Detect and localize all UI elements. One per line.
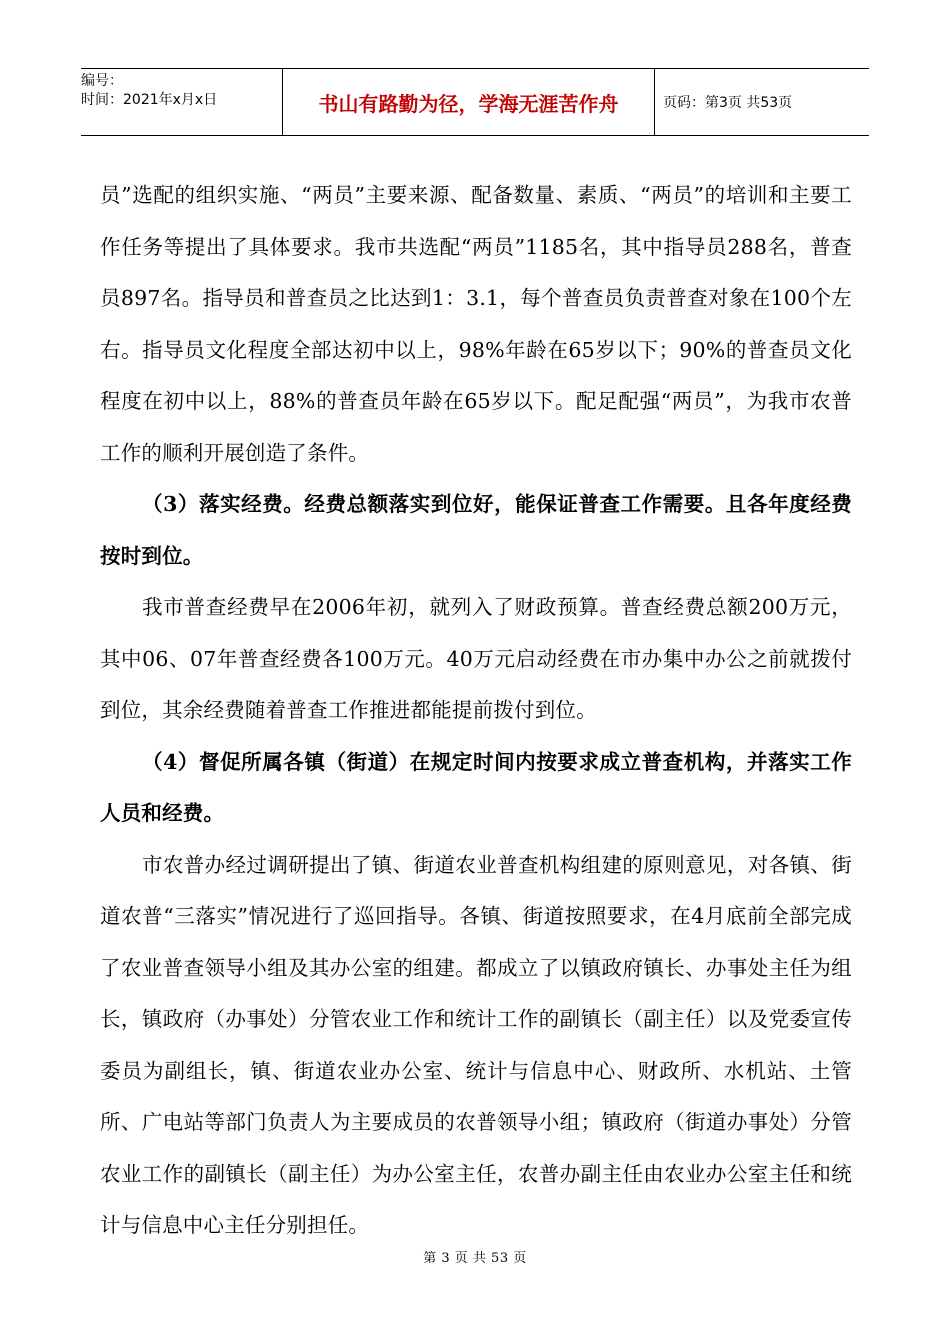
- header-meta-cell: [81, 69, 283, 135]
- document-number-label: 编号：: [81, 73, 123, 89]
- document-header: [81, 68, 869, 136]
- header-page-info: 页码：第3页 共53页: [663, 95, 793, 111]
- page-footer: 第 3 页 共 53 页: [423, 1251, 527, 1266]
- section-heading-funding: （3）落实经费。经费总额落实到位好，能保证普查工作需要。且各年度经费按时到位。: [100, 492, 852, 568]
- document-time-label: 时间：2021年x月x日: [81, 92, 218, 108]
- paragraph-town-agencies: 市农普办经过调研提出了镇、街道农业普查机构组建的原则意见，对各镇、街道农普“三落实”情况进行了巡回指导。各镇、街道按照要求，在4月底前全部完成了农业普查领导小组及其办公室的组建。都成立了以镇政府镇长、办事处主任为组长，镇政府（办事处）分管农业工作和统计工作的副镇长（副主任）以及党委宣传委员为副组长，镇、街道农业办公室、统计与信息中心、财政所、水机站、土管所、广电站等部门负责人为主要成员的农普领导小组；镇政府（街道办事处）分管农业工作的副镇长（副主任）为办公室主任，农普办副主任由农业办公室主任和统计与信息中心主任分别担任。: [100, 852, 852, 1237]
- section-heading-town-agencies: （4）督促所属各镇（街道）在规定时间内按要求成立普查机构，并落实工作人员和经费。: [100, 749, 852, 825]
- paragraph-two-staff: 员”选配的组织实施、“两员”主要来源、配备数量、素质、“两员”的培训和主要工作任务等提出了具体要求。我市共选配“两员”1185名，其中指导员288名，普查员897名。指导员和普查员之比达到1：3.1，每个普查员负责普查对象在100个左右。指导员文化程度全部达初中以上，98%年龄在65岁以下；90%的普查员文化程度在初中以上，88%的普查员年龄在65岁以下。配足配强“两员”，为我市农普工作的顺利开展创造了条件。: [100, 183, 852, 465]
- header-motto: 书山有路勤为径，学海无涯苦作舟: [283, 69, 655, 135]
- document-body: [100, 170, 852, 1252]
- paragraph-funding: 我市普查经费早在2006年初，就列入了财政预算。普查经费总额200万元，其中06、07年普查经费各100万元。40万元启动经费在市办集中办公之前就拨付到位，其余经费随着普查工作推进都能提前拨付到位。: [100, 595, 852, 722]
